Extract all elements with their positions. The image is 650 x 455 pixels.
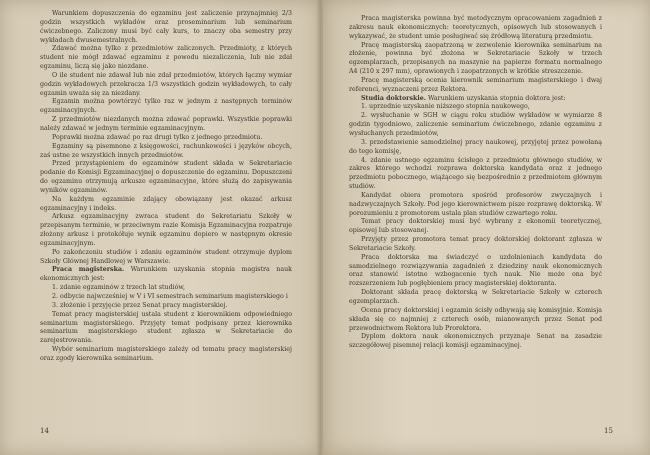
section-heading: Studia doktorskie. xyxy=(361,94,426,102)
paragraph: Praca doktorska ma świadczyć o uzdolnieniach kandydata do samodzielnego rozwiązywania zagadnień z dziedziny nauk ekonomicznych oraz stanowić istotne wzbogacenie tych nauk. Nie może ona być rozszerzeniem lub pogłębieniem pracy magisterskiej doktoranta. xyxy=(349,253,602,288)
list-item: 1. zdanie egzaminów z trzech lat studiów, xyxy=(52,284,186,292)
section-paragraph xyxy=(40,266,292,284)
paragraph: Zdawać można tylko z przedmiotów zaliczonych. Przedmioty, z których student nie mógł zdawać egzaminu z powodu niezaliczenia, lub nie zdał egzaminu, liczą się jako niezdane. xyxy=(40,45,292,71)
paragraph: Egzamin można powtórzyć tylko raz w jednym z następnych terminów egzaminacyjnych. xyxy=(40,98,292,115)
right-page-text xyxy=(349,15,602,351)
list-item: 3. przedstawienie samodzielnej pracy naukowej, przyjętej przez powołaną do tego komisję, xyxy=(349,138,602,155)
paragraph: Ocena pracy doktorskiej i egzamin ścisły odbywają się komisyjnie. Komisja składa się co najmniej z czterech osób, mianowanych przez Senat pod przewodnictwem Rektora lub Prorektora. xyxy=(349,306,602,332)
paragraph: Temat pracy magisterskiej ustala student z kierownikiem odpowiedniego seminarium magisterskiego. Przyjęty temat podpisany przez kierownika seminarium magisterskiego student zgłasza w Sekretariacie do zarejestrowania. xyxy=(40,310,292,345)
paragraph: Praca magisterska powinna być metodycznym opracowaniem zagadnień z zakresu nauk ekonomicznych: teoretycznych, opisowych lub stosowanych i wykazywać, że student umie posługiwać się źródłową literaturą przedmiotu. xyxy=(349,15,602,40)
paragraph: Z przedmiotów niezdanych można zdawać poprawki. Wszystkie poprawki należy zdawać w jednym terminie egzaminacyjnym. xyxy=(40,116,292,132)
section-intro: Warunkiem uzyskania stopnia magistra nauk ekonomicznych jest: xyxy=(40,266,292,283)
paragraph: O ile student nie zdawał lub nie zdał przedmiotów, których łączny wymiar godzin wykładowych przekracza 1/3 wszystkich godzin wykładowych, to cały egzamin uważa się za niezdany. xyxy=(40,71,292,97)
paragraph: Na każdym egzaminie zdający obowiązany jest okazać arkusz egzaminacyjny i indeks. xyxy=(40,195,292,212)
list-item: 4. zdanie ustnego egzaminu ścisłego z przedmiotu głównego studiów, w zakres którego wchodzi rozprawa doktorska kandydata oraz z jednego przedmiotu pobocznego, wiążącego się bezpośrednio z przedmiotem głównym studiów. xyxy=(349,156,602,191)
list-item: 1. uprzednie uzyskanie niższego stopnia naukowego, xyxy=(361,103,530,111)
section-intro: Warunkiem uzyskania stopnia doktora jest: xyxy=(426,94,566,102)
paragraph: Doktorant składa pracę doktorską w Sekretariacie Szkoły w czterech egzemplarzach. xyxy=(349,289,602,305)
right-page xyxy=(323,0,650,455)
paragraph: Przyjęty przez promotora temat pracy doktorskiej doktorant zgłasza w Sekretariacie Szkoły. xyxy=(349,236,602,252)
list-item: 3. złożenie i przyjęcie przez Senat pracy magisterskiej. xyxy=(52,301,228,309)
page-number: 14 xyxy=(40,427,49,435)
paragraph: Pracę magisterską ocenia kierownik seminarium magisterskiego i dwaj referenci, wyznaczeni przez Rektora. xyxy=(349,76,602,93)
page-number: 15 xyxy=(604,427,613,435)
left-page-text xyxy=(40,10,292,364)
section-paragraph xyxy=(349,95,602,104)
section-heading: Praca magisterska. xyxy=(52,266,125,274)
left-page xyxy=(0,0,321,455)
paragraph: Po zakończeniu studiów i zdaniu egzaminów student otrzymuje dyplom Szkoły Głównej Handlowej w Warszawie. xyxy=(40,248,292,265)
paragraph: Pracę magisterską zaopatrzoną w zezwolenie kierownika seminarium na złożenie, powinna być złożona w Sekretariacie Szkoły w trzech egzemplarzach, przepisanych na maszynie na papierze formatu normalnego A4 (210 x 297 mm), oprawionych i zaopatrzonych w krótkie streszczenie. xyxy=(349,41,602,76)
paragraph: Egzaminy są pisemnone z księgowości, rachunkowości i języków obcych, zaś ustne ze wszystkich innych przedmiotów. xyxy=(40,142,292,159)
paragraph: Kandydat obiera promotora spośród profesorów zwyczajnych i nadzwyczajnych Szkoły. Pod jego kierownictwem pisze rozprawę doktorską. W porozumieniu z promotorem ustala plan studiów czwartego roku. xyxy=(349,191,602,217)
list-item: 2. odbycie najwcześniej w V i VI semestrach seminarium magisterskiego i xyxy=(52,293,288,300)
paragraph: Przed przystąpieniem do egzaminów student składa w Sekretariacie podanie do Komisji Egzaminacyjnej o dopuszczenie do egzaminu. Dopuszczeni do egzaminu otrzymują arkusze egzaminacyjne, które służą do zapisywania wyników egzaminów. xyxy=(40,160,292,194)
paragraph: Arkusz egzaminacyjny zwraca student do Sekretariatu Szkoły w przepisanym terminie, w przeciwnym razie Komisja Egzaminacyjna rozpatruje złożony arkusz i protokółuje wynik egzaminu dopiero w następnym okresie egzaminacyjnym. xyxy=(40,213,292,247)
paragraph: Poprawki można zdawać po raz drugi tylko z jednego przedmiotu. xyxy=(52,133,263,141)
paragraph: Warunkiem dopuszczenia do egzaminu jest zaliczenie przynajmniej 2/3 godzin wszystkich wykładów oraz proseminarium lub seminarium ćwiczebnego. Zaliczony musi być cały kurs, to znaczy oba semestry przy wykładach dwusemestralnych. xyxy=(40,10,292,44)
paragraph: Temat pracy doktorskiej musi być wybrany z ekonomii teoretycznej, opisowej lub stosowanej. xyxy=(349,218,602,235)
list-item: 2. wysłuchanie w SGH w ciągu roku studiów wykładów w wymiarze 8 godzin tygodniowo, zaliczenie seminarium ćwiczebnego, zdanie egzaminu z wysłuchanych przedmiotów, xyxy=(349,112,602,137)
paragraph: Dyplom doktora nauk ekonomicznych przyznaje Senat na zasadzie szczegółowej pisemnej relacji komisji egzaminacyjnej. xyxy=(349,333,602,350)
paragraph: Wybór seminarium magisterskiego zależy od tematu pracy magisterskiej oraz zgody kierownika seminarium. xyxy=(40,346,292,362)
